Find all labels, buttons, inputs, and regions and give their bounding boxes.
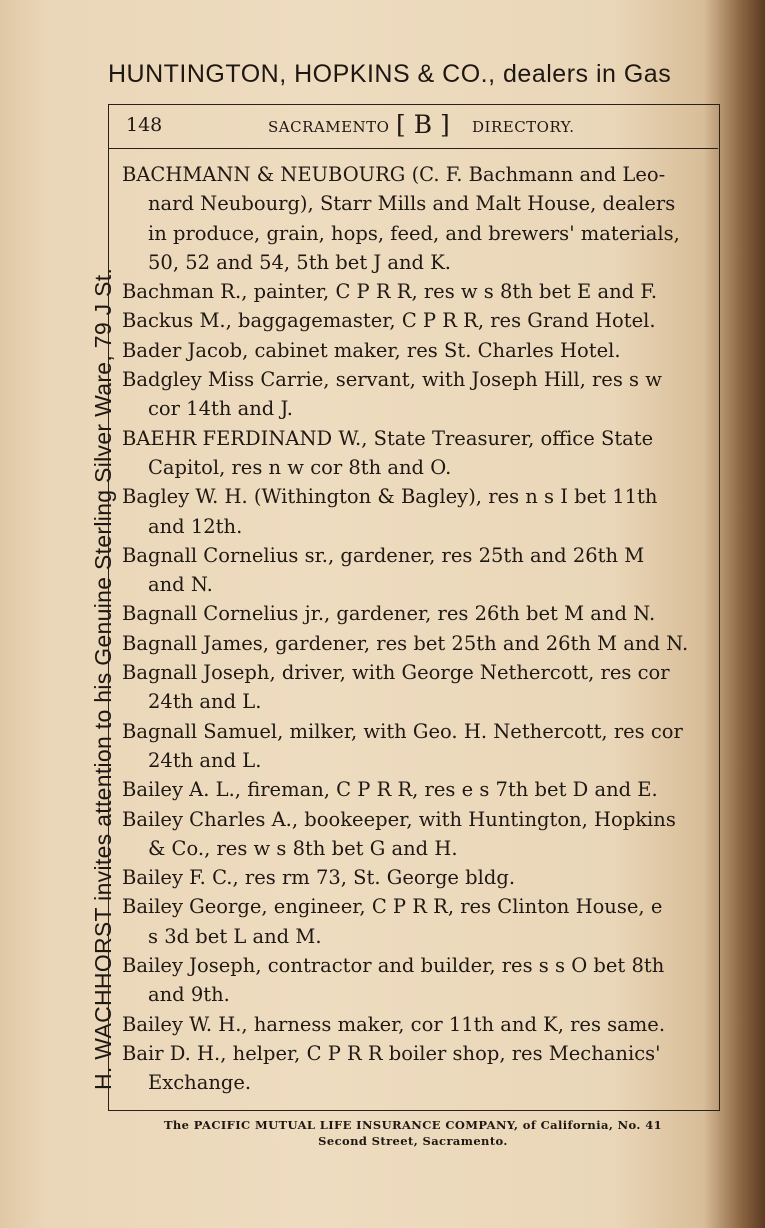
directory-entry [122, 365, 714, 424]
directory-entry [122, 1010, 714, 1039]
entry-continuation-line: & Co., res w s 8th bet G and H. [148, 836, 458, 860]
header-rule [108, 148, 718, 149]
entry-line: Bagnall Cornelius sr., gardener, res 25th and 26th M [122, 543, 645, 567]
directory-entry [122, 629, 714, 658]
footer-advertisement [108, 1118, 718, 1148]
entry-continuation-line: s 3d bet L and M. [148, 924, 322, 948]
directory-entry [122, 336, 714, 365]
entry-continuation-line: 24th and L. [148, 748, 262, 772]
running-header [126, 112, 706, 142]
directory-entry [122, 482, 714, 541]
directory-entry [122, 541, 714, 600]
entry-continuation-line: and 9th. [148, 983, 230, 1007]
entry-line: Badgley Miss Carrie, servant, with Joseph Hill, res s w [122, 368, 662, 392]
side-advertisement: H. WACHHORST invites attention to his Genuine Sterling Silver Ware, 79 J St. [90, 267, 116, 1090]
directory-entry [122, 658, 714, 717]
directory-entry [122, 1039, 714, 1098]
directory-entry [122, 892, 714, 951]
directory-entries [122, 160, 714, 1098]
directory-entry [122, 306, 714, 335]
entry-line: BAEHR FERDINAND W., State Treasurer, office State [122, 426, 654, 450]
directory-entry [122, 424, 714, 483]
entry-continuation-line: cor 14th and J. [148, 397, 293, 421]
entry-line: Bagnall Samuel, milker, with Geo. H. Nethercott, res cor [122, 719, 683, 743]
entry-continuation-line: 50, 52 and 54, 5th bet J and K. [148, 250, 452, 274]
entry-line: Bailey A. L., fireman, C P R R, res e s 7th bet D and E. [122, 778, 658, 802]
entry-line: Bader Jacob, cabinet maker, res St. Charles Hotel. [122, 338, 621, 362]
entry-continuation-line: 24th and L. [148, 690, 262, 714]
directory-entry [122, 863, 714, 892]
page-number: 148 [126, 114, 163, 136]
directory-entry [122, 717, 714, 776]
top-advertisement: HUNTINGTON, HOPKINS & CO., dealers in Gas [108, 60, 672, 88]
entry-line: Bailey Joseph, contractor and builder, res s s O bet 8th [122, 954, 665, 978]
entry-line: BACHMANN & NEUBOURG (C. F. Bachmann and Leo- [122, 163, 666, 186]
directory-entry [122, 599, 714, 628]
directory-entry [122, 951, 714, 1010]
header-letter: [ B ] [396, 110, 450, 139]
directory-entry [122, 805, 714, 864]
entry-line: Bagnall James, gardener, res bet 25th and 26th M and N. [122, 631, 689, 655]
entry-continuation-line: Exchange. [148, 1071, 252, 1095]
entry-continuation-line: and 12th. [148, 514, 243, 538]
entry-continuation-line: and N. [148, 573, 213, 597]
entry-continuation-line: in produce, grain, hops, feed, and brewers' materials, [148, 221, 680, 245]
entry-continuation-line: nard Neubourg), Starr Mills and Malt House, dealers [148, 192, 676, 216]
directory-entry [122, 160, 714, 277]
entry-line: Bailey W. H., harness maker, cor 11th and K, res same. [122, 1012, 666, 1036]
directory-entry [122, 277, 714, 306]
entry-line: Bachman R., painter, C P R R, res w s 8th bet E and F. [122, 280, 658, 304]
entry-line: Bagley W. H. (Withington & Bagley), res n s I bet 11th [122, 485, 658, 509]
entry-line: Bagnall Joseph, driver, with George Nethercott, res cor [122, 661, 670, 685]
footer-line-2: Second Street, Sacramento. [318, 1134, 508, 1148]
header-directory: DIRECTORY. [472, 118, 575, 136]
entry-line: Bailey George, engineer, C P R R, res Clinton House, e [122, 895, 663, 919]
entry-line: Bagnall Cornelius jr., gardener, res 26th bet M and N. [122, 602, 656, 626]
entry-line: Backus M., baggagemaster, C P R R, res Grand Hotel. [122, 309, 656, 333]
entry-continuation-line: Capitol, res n w cor 8th and O. [148, 455, 452, 479]
directory-entry [122, 775, 714, 804]
header-city: SACRAMENTO [268, 118, 390, 136]
entry-line: Bailey Charles A., bookeeper, with Huntington, Hopkins [122, 807, 676, 831]
footer-line-1: The PACIFIC MUTUAL LIFE INSURANCE COMPANY, of California, No. 41 [163, 1118, 663, 1132]
entry-line: Bair D. H., helper, C P R R boiler shop, res Mechanics' [122, 1041, 661, 1065]
entry-line: Bailey F. C., res rm 73, St. George bldg. [122, 866, 516, 890]
